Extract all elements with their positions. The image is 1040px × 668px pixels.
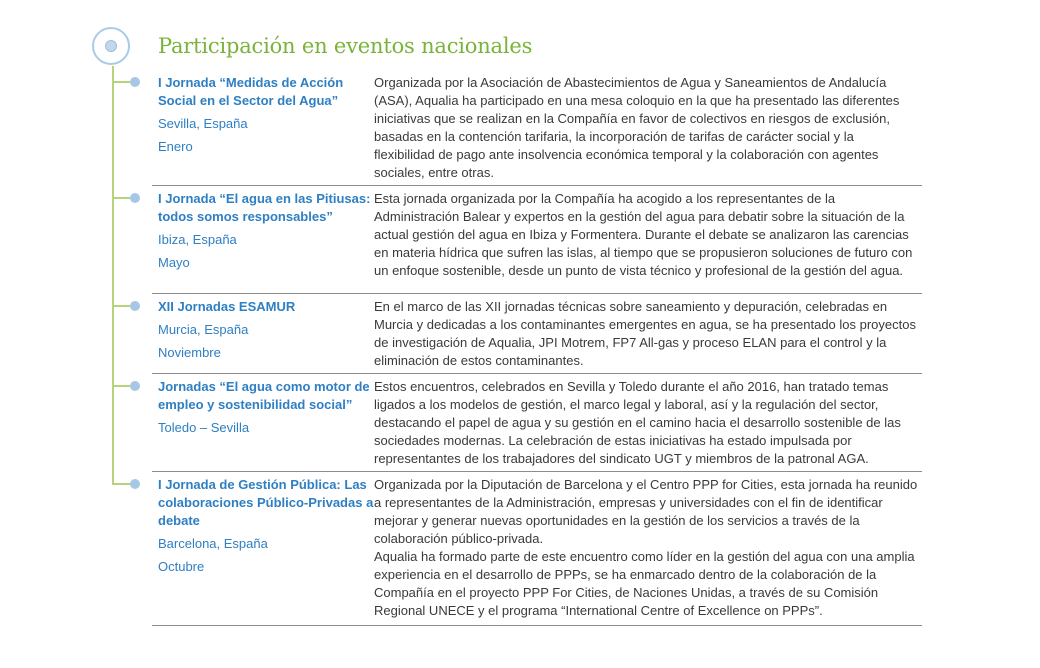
event-location: Ibiza, España	[158, 232, 237, 247]
event-info	[152, 298, 374, 373]
bullet-dot-icon	[130, 479, 140, 489]
event-description	[374, 378, 922, 471]
event-date: Enero	[158, 139, 193, 154]
event-location: Murcia, España	[158, 322, 249, 337]
event-description-paragraph: En el marco de las XII jornadas técnicas sobre saneamiento y depuración, celebradas en Murcia y dedicadas a los contaminantes emergentes en agua, se ha presentado los proyectos de investigación de Aqualia, JPI Motrem, FP7 All-gas y proceso ELAN para el control y la eliminación de estos contaminantes.	[374, 299, 916, 368]
event-description-paragraph: Estos encuentros, celebrados en Sevilla y Toledo durante el año 2016, han tratado temas ligados a los modelos de gestión, el marco legal y laboral, así y la regulación del sector, destacando el papel de agua y su gestión en el camino hacia el desarrollo sostenible de las sociedades modernas. La celebración de estas iniciativas ha estado impulsada por representantes de los trabajadores del sindicato UGT y miembros de la patronal AGA.	[374, 379, 901, 466]
event-info	[152, 378, 374, 471]
title-circle-icon	[92, 27, 130, 65]
section-title: Participación en eventos nacionales	[158, 34, 533, 58]
bullet-dot-icon	[130, 301, 140, 311]
event-row	[152, 70, 922, 186]
event-description	[374, 74, 922, 185]
event-description-paragraph: Esta jornada organizada por la Compañía ha acogido a los representantes de la Administración Balear y expertos en la gestión del agua para debatir sobre la situación de la actual gestión del agua en Ibiza y Formentera. Durante el debate se analizaron las carencias en materia hídrica que sufren las islas, al tiempo que se propusieron soluciones de futuro con un enfoque sostenible, desde un punto de vista técnico y profesional de la gestión del agua.	[374, 191, 913, 278]
events-table	[152, 70, 922, 626]
event-info	[152, 190, 374, 293]
event-description-paragraph: Organizada por la Diputación de Barcelona y el Centro PPP for Cities, esta jornada ha reunido a representantes de la Administración, empresas y universidades con el fin de identificar mejorar y generar nuevas oportunidades en la gestión de los servicios a través de la colaboración público-privada.	[374, 477, 918, 546]
event-description-paragraph: Aqualia ha formado parte de este encuentro como líder en la gestión del agua con una amplia experiencia en el desarrollo de PPPs, se ha enmarcado dentro de la colaboración de la Compañía en el proyecto PPP For Cities, de Naciones Unidas, a través de su Comisión Regional UNECE y el programa “International Centre of Excellence on PPPs”.	[374, 549, 915, 618]
event-location: Barcelona, España	[158, 536, 268, 551]
bullet-dot-icon	[130, 381, 140, 391]
timeline-connector	[114, 305, 130, 307]
event-description	[374, 190, 922, 293]
event-description-paragraph: Organizada por la Asociación de Abastecimientos de Agua y Saneamientos de Andalucía (ASA), Aqualia ha participado en una mesa coloquio en la que ha presentado las diferentes iniciativas que se realizan en la Compañía en favor de colectivos en riesgos de exclusión, basadas en la contención tarifaria, la incorporación de tarifas de carácter social y la flexibilidad de pago ante insolvencia económica temporal y la colaboración con agentes sociales, entre otras.	[374, 75, 900, 180]
timeline-line	[112, 66, 114, 484]
event-date: Noviembre	[158, 345, 221, 360]
event-row	[152, 472, 922, 626]
event-row	[152, 186, 922, 294]
event-date: Octubre	[158, 559, 205, 574]
event-title: I Jornada de Gestión Pública: Las colaboraciones Público-Privadas a debate	[158, 477, 374, 528]
event-description	[374, 476, 922, 625]
timeline-connector	[114, 81, 130, 83]
event-location: Toledo – Sevilla	[158, 420, 250, 435]
event-date: Mayo	[158, 255, 190, 270]
event-description	[374, 298, 922, 373]
timeline-connector	[114, 197, 130, 199]
event-row	[152, 294, 922, 374]
event-title: XII Jornadas ESAMUR	[158, 299, 296, 314]
event-info	[152, 476, 374, 625]
event-title: I Jornada “El agua en las Pitiusas: todos somos responsables”	[158, 191, 371, 224]
title-circle-dot	[105, 40, 117, 52]
event-info	[152, 74, 374, 185]
timeline-connector	[114, 385, 130, 387]
event-title: I Jornada “Medidas de Acción Social en el Sector del Agua”	[158, 75, 344, 108]
timeline-connector	[114, 483, 130, 485]
event-row	[152, 374, 922, 472]
bullet-dot-icon	[130, 193, 140, 203]
bullet-dot-icon	[130, 77, 140, 87]
event-title: Jornadas “El agua como motor de empleo y sostenibilidad social”	[158, 379, 370, 412]
event-location: Sevilla, España	[158, 116, 248, 131]
